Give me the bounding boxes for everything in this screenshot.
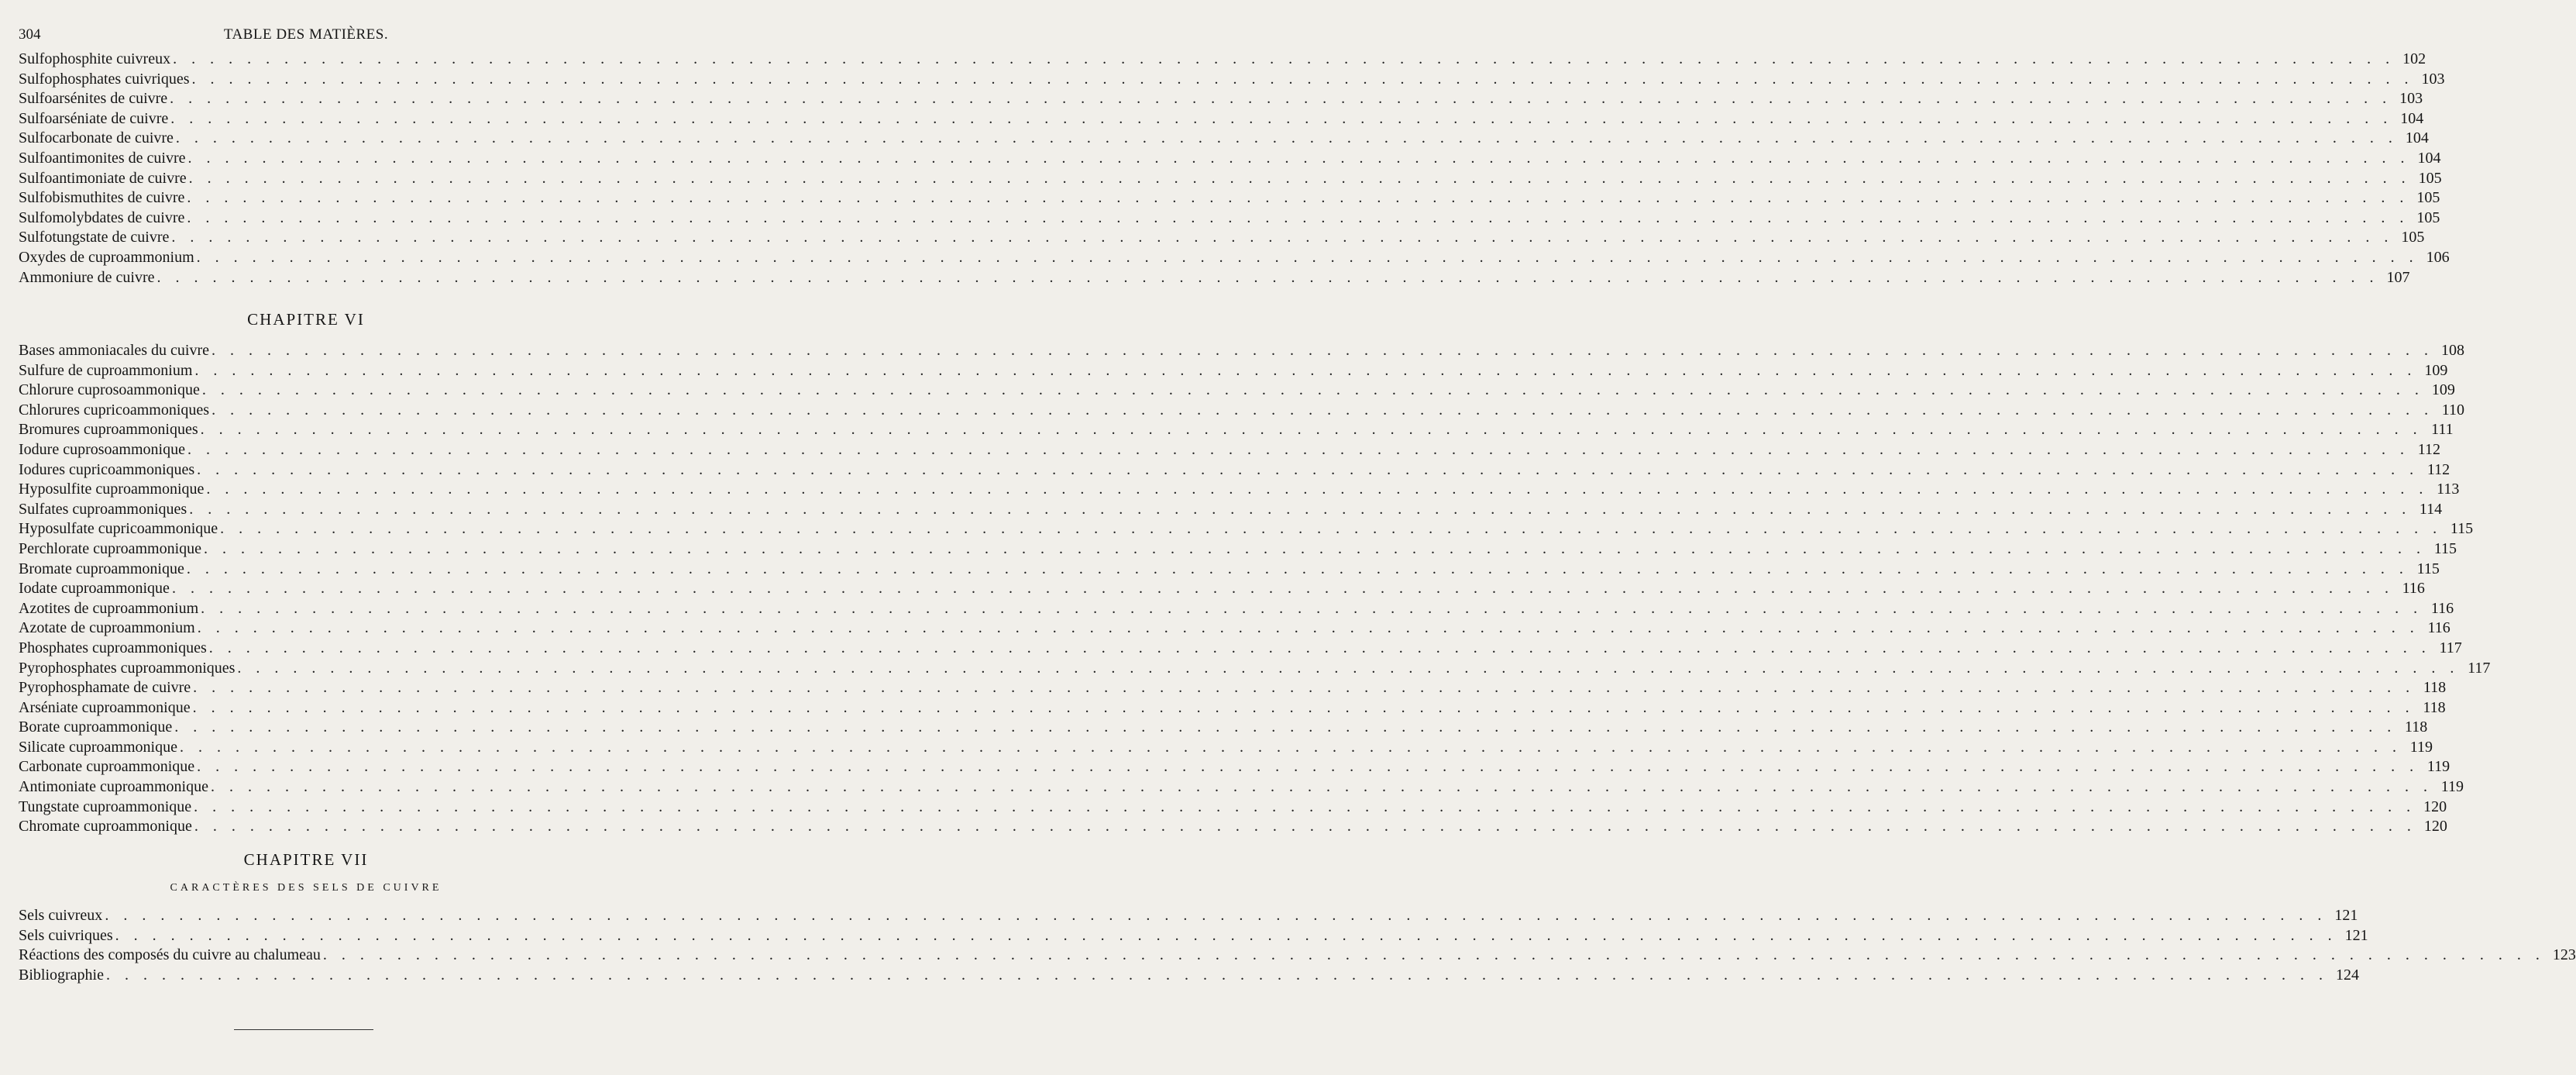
toc-entry — [19, 401, 2465, 421]
entry-page-number: 115 — [2433, 539, 2457, 557]
toc-entry — [19, 188, 2440, 208]
entry-title: Iodate cuproammonique — [19, 580, 170, 598]
entry-title: Borate cuproammonique — [19, 718, 173, 736]
entry-page-number: 107 — [2386, 268, 2410, 286]
dot-leader: . . . . . . . . . . . . . . . . . . . . . . . . . . . . . . . . . . . . . . . . . . . . . . . . . . . . . . . . . . . . . . . . . . . . . . . . . . . . . . . . . . . . . . . . . . . . . . . . . . . . . . . . . . . . . . . . . . . . . . . . — [194, 818, 2416, 836]
toc-entry — [19, 738, 2433, 758]
entry-title: Silicate cuproammonique — [19, 738, 177, 756]
toc-entry — [19, 268, 2410, 288]
chapter-7-subtitle: CARACTÈRES DES SELS DE CUIVRE — [170, 882, 442, 894]
entry-title: Iodures cupricoammoniques — [19, 460, 195, 478]
dot-leader: . . . . . . . . . . . . . . . . . . . . . . . . . . . . . . . . . . . . . . . . . . . . . . . . . . . . . . . . . . . . . . . . . . . . . . . . . . . . . . . . . . . . . . . . . . . . . . . . . . . . . . . . . . . . . . . . . . . . . . . . — [179, 738, 2402, 756]
toc-entry — [19, 906, 2358, 926]
dot-leader: . . . . . . . . . . . . . . . . . . . . . . . . . . . . . . . . . . . . . . . . . . . . . . . . . . . . . . . . . . . . . . . . . . . . . . . . . . . . . . . . . . . . . . . . . . . . . . . . . . . . . . . . . . . . . . . . . . . . . . . . — [220, 520, 2443, 538]
toc-entry — [19, 599, 2454, 619]
entry-page-number: 115 — [2450, 520, 2474, 538]
entry-title: Chlorures cupricoammoniques — [19, 401, 210, 419]
toc-entry — [19, 539, 2457, 560]
entry-title: Sulfophosphates cuivriques — [19, 70, 190, 88]
dot-leader: . . . . . . . . . . . . . . . . . . . . . . . . . . . . . . . . . . . . . . . . . . . . . . . . . . . . . . . . . . . . . . . . . . . . . . . . . . . . . . . . . . . . . . . . . . . . . . . . . . . . . . . . . . . . . . . . . . . . . . . . — [208, 639, 2431, 656]
entry-page-number: 121 — [2344, 926, 2368, 944]
entry-page-number: 118 — [2423, 679, 2447, 697]
dot-leader: . . . . . . . . . . . . . . . . . . . . . . . . . . . . . . . . . . . . . . . . . . . . . . . . . . . . . . . . . . . . . . . . . . . . . . . . . . . . . . . . . . . . . . . . . . . . . . . . . . . . . . . . . . . . . . . . . . . . . . . . — [192, 698, 2415, 716]
entry-title: Sulfoarsénites de cuivre — [19, 90, 168, 108]
entry-title: Oxydes de cuproammonium — [19, 248, 194, 266]
entry-page-number: 111 — [2431, 421, 2454, 439]
toc-entry — [19, 926, 2368, 946]
chapter-6-title: CHAPITRE VI — [247, 310, 365, 329]
entry-page-number: 104 — [2400, 109, 2424, 127]
dot-leader: . . . . . . . . . . . . . . . . . . . . . . . . . . . . . . . . . . . . . . . . . . . . . . . . . . . . . . . . . . . . . . . . . . . . . . . . . . . . . . . . . . . . . . . . . . . . . . . . . . . . . . . . . . . . . . . . . . . . . . . . — [187, 440, 2409, 458]
entry-page-number: 123 — [2552, 946, 2576, 964]
entry-title: Sulfure de cuproammonium — [19, 361, 193, 379]
toc-entry — [19, 757, 2450, 777]
entry-page-number: 105 — [2416, 189, 2440, 207]
toc-chapter-7 — [19, 906, 2576, 985]
entry-page-number: 104 — [2417, 149, 2441, 167]
entry-title: Sulfocarbonate de cuivre — [19, 129, 174, 147]
page-number: 304 — [19, 26, 41, 43]
entry-title: Bromures cuproammoniques — [19, 421, 198, 439]
dot-leader: . . . . . . . . . . . . . . . . . . . . . . . . . . . . . . . . . . . . . . . . . . . . . . . . . . . . . . . . . . . . . . . . . . . . . . . . . . . . . . . . . . . . . . . . . . . . . . . . . . . . . . . . . . . . . . . . . . . . . . . . — [212, 342, 2434, 359]
dot-leader: . . . . . . . . . . . . . . . . . . . . . . . . . . . . . . . . . . . . . . . . . . . . . . . . . . . . . . . . . . . . . . . . . . . . . . . . . . . . . . . . . . . . . . . . . . . . . . . . . . . . . . . . . . . . . . . . . . . . . . . . — [105, 907, 2327, 924]
toc-entry — [19, 718, 2428, 738]
toc-entry — [19, 228, 2425, 248]
toc-entry — [19, 678, 2447, 698]
entry-page-number: 117 — [2468, 659, 2491, 677]
toc-entry — [19, 89, 2423, 109]
toc-entry — [19, 946, 2576, 966]
entry-page-number: 112 — [2417, 440, 2440, 458]
entry-page-number: 105 — [2416, 208, 2440, 226]
closing-rule — [234, 1029, 373, 1030]
toc-entry — [19, 420, 2454, 440]
entry-title: Arséniate cuproammonique — [19, 698, 191, 716]
toc-entry — [19, 70, 2445, 90]
running-title: TABLE DES MATIÈRES. — [223, 26, 389, 43]
entry-page-number: 117 — [2439, 639, 2462, 656]
entry-page-number: 105 — [2401, 229, 2425, 246]
page-header — [19, 26, 593, 45]
dot-leader: . . . . . . . . . . . . . . . . . . . . . . . . . . . . . . . . . . . . . . . . . . . . . . . . . . . . . . . . . . . . . . . . . . . . . . . . . . . . . . . . . . . . . . . . . . . . . . . . . . . . . . . . . . . . . . . . . . . . . . . . — [193, 679, 2416, 697]
dot-leader: . . . . . . . . . . . . . . . . . . . . . . . . . . . . . . . . . . . . . . . . . . . . . . . . . . . . . . . . . . . . . . . . . . . . . . . . . . . . . . . . . . . . . . . . . . . . . . . . . . . . . . . . . . . . . . . . . . . . . . . . — [197, 619, 2420, 637]
toc-entry — [19, 361, 2448, 381]
entry-title: Sulfomolybdates de cuivre — [19, 208, 185, 226]
toc-entry — [19, 777, 2464, 798]
entry-title: Sulfoantimonites de cuivre — [19, 149, 186, 167]
entry-page-number: 104 — [2405, 129, 2429, 147]
entry-page-number: 109 — [2431, 381, 2455, 399]
dot-leader: . . . . . . . . . . . . . . . . . . . . . . . . . . . . . . . . . . . . . . . . . . . . . . . . . . . . . . . . . . . . . . . . . . . . . . . . . . . . . . . . . . . . . . . . . . . . . . . . . . . . . . . . . . . . . . . . . . . . . . . . — [189, 500, 2412, 518]
entry-title: Azotate de cuproammonium — [19, 619, 195, 637]
entry-title: Ammoniure de cuivre — [19, 268, 155, 286]
dot-leader: . . . . . . . . . . . . . . . . . . . . . . . . . . . . . . . . . . . . . . . . . . . . . . . . . . . . . . . . . . . . . . . . . . . . . . . . . . . . . . . . . . . . . . . . . . . . . . . . . . . . . . . . . . . . . . . . . . . . . . . . — [322, 946, 2545, 964]
dot-leader: . . . . . . . . . . . . . . . . . . . . . . . . . . . . . . . . . . . . . . . . . . . . . . . . . . . . . . . . . . . . . . . . . . . . . . . . . . . . . . . . . . . . . . . . . . . . . . . . . . . . . . . . . . . . . . . . . . . . . . . . — [105, 966, 2328, 984]
dot-leader: . . . . . . . . . . . . . . . . . . . . . . . . . . . . . . . . . . . . . . . . . . . . . . . . . . . . . . . . . . . . . . . . . . . . . . . . . . . . . . . . . . . . . . . . . . . . . . . . . . . . . . . . . . . . . . . . . . . . . . . . — [175, 129, 2398, 147]
entry-page-number: 116 — [2427, 619, 2450, 637]
entry-page-number: 118 — [2423, 698, 2446, 716]
toc-entry — [19, 817, 2447, 837]
entry-page-number: 116 — [2430, 599, 2454, 617]
entry-page-number: 102 — [2402, 50, 2426, 67]
dot-leader: . . . . . . . . . . . . . . . . . . . . . . . . . . . . . . . . . . . . . . . . . . . . . . . . . . . . . . . . . . . . . . . . . . . . . . . . . . . . . . . . . . . . . . . . . . . . . . . . . . . . . . . . . . . . . . . . . . . . . . . . — [174, 718, 2397, 736]
toc-entry — [19, 381, 2455, 401]
dot-leader: . . . . . . . . . . . . . . . . . . . . . . . . . . . . . . . . . . . . . . . . . . . . . . . . . . . . . . . . . . . . . . . . . . . . . . . . . . . . . . . . . . . . . . . . . . . . . . . . . . . . . . . . . . . . . . . . . . . . . . . . — [194, 361, 2417, 379]
dot-leader: . . . . . . . . . . . . . . . . . . . . . . . . . . . . . . . . . . . . . . . . . . . . . . . . . . . . . . . . . . . . . . . . . . . . . . . . . . . . . . . . . . . . . . . . . . . . . . . . . . . . . . . . . . . . . . . . . . . . . . . . — [171, 580, 2394, 598]
entry-title: Hyposulfate cupricoammonique — [19, 520, 218, 538]
dot-leader: . . . . . . . . . . . . . . . . . . . . . . . . . . . . . . . . . . . . . . . . . . . . . . . . . . . . . . . . . . . . . . . . . . . . . . . . . . . . . . . . . . . . . . . . . . . . . . . . . . . . . . . . . . . . . . . . . . . . . . . . — [204, 539, 2426, 557]
dot-leader: . . . . . . . . . . . . . . . . . . . . . . . . . . . . . . . . . . . . . . . . . . . . . . . . . . . . . . . . . . . . . . . . . . . . . . . . . . . . . . . . . . . . . . . . . . . . . . . . . . . . . . . . . . . . . . . . . . . . . . . . — [210, 778, 2433, 796]
chapter-7-title: CHAPITRE VII — [243, 850, 369, 869]
dot-leader: . . . . . . . . . . . . . . . . . . . . . . . . . . . . . . . . . . . . . . . . . . . . . . . . . . . . . . . . . . . . . . . . . . . . . . . . . . . . . . . . . . . . . . . . . . . . . . . . . . . . . . . . . . . . . . . . . . . . . . . . — [194, 798, 2416, 815]
toc-entry — [19, 966, 2359, 986]
toc-entry — [19, 560, 2440, 580]
toc-entry — [19, 480, 2460, 500]
dot-leader: . . . . . . . . . . . . . . . . . . . . . . . . . . . . . . . . . . . . . . . . . . . . . . . . . . . . . . . . . . . . . . . . . . . . . . . . . . . . . . . . . . . . . . . . . . . . . . . . . . . . . . . . . . . . . . . . . . . . . . . . — [191, 70, 2414, 88]
toc-entry — [19, 169, 2442, 189]
entry-title: Sulfates cuproammoniques — [19, 500, 187, 518]
entry-page-number: 113 — [2437, 481, 2460, 498]
entry-title: Tungstate cuproammonique — [19, 798, 192, 815]
dot-leader: . . . . . . . . . . . . . . . . . . . . . . . . . . . . . . . . . . . . . . . . . . . . . . . . . . . . . . . . . . . . . . . . . . . . . . . . . . . . . . . . . . . . . . . . . . . . . . . . . . . . . . . . . . . . . . . . . . . . . . . . — [187, 149, 2410, 167]
dot-leader: . . . . . . . . . . . . . . . . . . . . . . . . . . . . . . . . . . . . . . . . . . . . . . . . . . . . . . . . . . . . . . . . . . . . . . . . . . . . . . . . . . . . . . . . . . . . . . . . . . . . . . . . . . . . . . . . . . . . . . . . — [173, 50, 2395, 67]
toc-entry — [19, 618, 2450, 639]
toc-entry — [19, 341, 2465, 361]
toc-entry — [19, 639, 2462, 659]
entry-page-number: 105 — [2418, 169, 2442, 187]
dot-leader: . . . . . . . . . . . . . . . . . . . . . . . . . . . . . . . . . . . . . . . . . . . . . . . . . . . . . . . . . . . . . . . . . . . . . . . . . . . . . . . . . . . . . . . . . . . . . . . . . . . . . . . . . . . . . . . . . . . . . . . . — [170, 90, 2392, 108]
entry-page-number: 124 — [2335, 966, 2359, 984]
entry-page-number: 120 — [2423, 818, 2447, 836]
entry-title: Bases ammoniacales du cuivre — [19, 342, 210, 359]
toc-entry — [19, 519, 2474, 539]
entry-title: Chlorure cuprosoammonique — [19, 381, 200, 399]
entry-title: Bromate cuproammonique — [19, 560, 184, 577]
toc-entry — [19, 659, 2491, 679]
entry-title: Antimoniate cuproammonique — [19, 778, 208, 796]
entry-title: Sulfotungstate de cuivre — [19, 229, 170, 246]
entry-title: Sulfobismuthites de cuivre — [19, 189, 185, 207]
entry-title: Sulfophosphite cuivreux — [19, 50, 171, 67]
entry-title: Phosphates cuproammoniques — [19, 639, 207, 656]
toc-entry — [19, 460, 2450, 481]
toc-entry — [19, 579, 2425, 599]
dot-leader: . . . . . . . . . . . . . . . . . . . . . . . . . . . . . . . . . . . . . . . . . . . . . . . . . . . . . . . . . . . . . . . . . . . . . . . . . . . . . . . . . . . . . . . . . . . . . . . . . . . . . . . . . . . . . . . . . . . . . . . . — [201, 599, 2423, 617]
dot-leader: . . . . . . . . . . . . . . . . . . . . . . . . . . . . . . . . . . . . . . . . . . . . . . . . . . . . . . . . . . . . . . . . . . . . . . . . . . . . . . . . . . . . . . . . . . . . . . . . . . . . . . . . . . . . . . . . . . . . . . . . — [115, 926, 2337, 944]
toc-section-1 — [19, 50, 2450, 288]
entry-title: Carbonate cuproammonique — [19, 758, 195, 776]
dot-leader: . . . . . . . . . . . . . . . . . . . . . . . . . . . . . . . . . . . . . . . . . . . . . . . . . . . . . . . . . . . . . . . . . . . . . . . . . . . . . . . . . . . . . . . . . . . . . . . . . . . . . . . . . . . . . . . . . . . . . . . . — [197, 460, 2420, 478]
entry-page-number: 115 — [2416, 560, 2440, 577]
toc-entry — [19, 248, 2450, 268]
toc-entry — [19, 798, 2447, 818]
entry-page-number: 112 — [2426, 460, 2450, 478]
entry-page-number: 121 — [2334, 907, 2358, 924]
toc-entry — [19, 500, 2443, 520]
entry-title: Sels cuivreux — [19, 907, 103, 924]
entry-page-number: 118 — [2405, 718, 2428, 736]
toc-entry — [19, 129, 2429, 149]
entry-title: Chromate cuproammonique — [19, 818, 192, 836]
entry-page-number: 116 — [2402, 580, 2425, 598]
entry-page-number: 119 — [2409, 738, 2433, 756]
entry-page-number: 106 — [2426, 248, 2450, 266]
dot-leader: . . . . . . . . . . . . . . . . . . . . . . . . . . . . . . . . . . . . . . . . . . . . . . . . . . . . . . . . . . . . . . . . . . . . . . . . . . . . . . . . . . . . . . . . . . . . . . . . . . . . . . . . . . . . . . . . . . . . . . . . — [170, 109, 2393, 127]
entry-page-number: 119 — [2440, 778, 2464, 796]
entry-title: Sulfoantimoniate de cuivre — [19, 169, 187, 187]
entry-title: Sels cuivriques — [19, 926, 113, 944]
toc-entry — [19, 208, 2440, 229]
entry-page-number: 119 — [2426, 758, 2450, 776]
entry-page-number: 114 — [2419, 500, 2443, 518]
entry-page-number: 110 — [2441, 401, 2465, 419]
entry-title: Pyrophosphates cuproammoniques — [19, 659, 236, 677]
entry-title: Perchlorate cuproammonique — [19, 539, 202, 557]
entry-title: Sulfoarséniate de cuivre — [19, 109, 169, 127]
dot-leader: . . . . . . . . . . . . . . . . . . . . . . . . . . . . . . . . . . . . . . . . . . . . . . . . . . . . . . . . . . . . . . . . . . . . . . . . . . . . . . . . . . . . . . . . . . . . . . . . . . . . . . . . . . . . . . . . . . . . . . . . — [187, 189, 2409, 207]
entry-title: Iodure cuprosoammonique — [19, 440, 185, 458]
dot-leader: . . . . . . . . . . . . . . . . . . . . . . . . . . . . . . . . . . . . . . . . . . . . . . . . . . . . . . . . . . . . . . . . . . . . . . . . . . . . . . . . . . . . . . . . . . . . . . . . . . . . . . . . . . . . . . . . . . . . . . . . — [212, 401, 2434, 419]
entry-page-number: 103 — [2421, 70, 2445, 88]
entry-title: Réactions des composés du cuivre au chalumeau — [19, 946, 321, 964]
toc-entry — [19, 440, 2440, 460]
toc-entry — [19, 50, 2426, 70]
toc-entry — [19, 149, 2441, 169]
toc-entry — [19, 698, 2446, 718]
dot-leader: . . . . . . . . . . . . . . . . . . . . . . . . . . . . . . . . . . . . . . . . . . . . . . . . . . . . . . . . . . . . . . . . . . . . . . . . . . . . . . . . . . . . . . . . . . . . . . . . . . . . . . . . . . . . . . . . . . . . . . . . — [237, 659, 2460, 677]
entry-title: Pyrophosphamate de cuivre — [19, 679, 191, 697]
entry-title: Azotites de cuproammonium — [19, 599, 199, 617]
dot-leader: . . . . . . . . . . . . . . . . . . . . . . . . . . . . . . . . . . . . . . . . . . . . . . . . . . . . . . . . . . . . . . . . . . . . . . . . . . . . . . . . . . . . . . . . . . . . . . . . . . . . . . . . . . . . . . . . . . . . . . . . — [200, 421, 2423, 439]
toc-entry — [19, 109, 2424, 129]
dot-leader: . . . . . . . . . . . . . . . . . . . . . . . . . . . . . . . . . . . . . . . . . . . . . . . . . . . . . . . . . . . . . . . . . . . . . . . . . . . . . . . . . . . . . . . . . . . . . . . . . . . . . . . . . . . . . . . . . . . . . . . . — [156, 268, 2379, 286]
toc-chapter-6 — [19, 341, 2491, 837]
entry-page-number: 108 — [2441, 342, 2465, 359]
entry-page-number: 103 — [2399, 90, 2423, 108]
dot-leader: . . . . . . . . . . . . . . . . . . . . . . . . . . . . . . . . . . . . . . . . . . . . . . . . . . . . . . . . . . . . . . . . . . . . . . . . . . . . . . . . . . . . . . . . . . . . . . . . . . . . . . . . . . . . . . . . . . . . . . . . — [201, 381, 2424, 399]
dot-leader: . . . . . . . . . . . . . . . . . . . . . . . . . . . . . . . . . . . . . . . . . . . . . . . . . . . . . . . . . . . . . . . . . . . . . . . . . . . . . . . . . . . . . . . . . . . . . . . . . . . . . . . . . . . . . . . . . . . . . . . . — [186, 560, 2409, 577]
dot-leader: . . . . . . . . . . . . . . . . . . . . . . . . . . . . . . . . . . . . . . . . . . . . . . . . . . . . . . . . . . . . . . . . . . . . . . . . . . . . . . . . . . . . . . . . . . . . . . . . . . . . . . . . . . . . . . . . . . . . . . . . — [171, 229, 2394, 246]
entry-title: Hyposulfite cuproammonique — [19, 481, 205, 498]
dot-leader: . . . . . . . . . . . . . . . . . . . . . . . . . . . . . . . . . . . . . . . . . . . . . . . . . . . . . . . . . . . . . . . . . . . . . . . . . . . . . . . . . . . . . . . . . . . . . . . . . . . . . . . . . . . . . . . . . . . . . . . . — [188, 169, 2411, 187]
dot-leader: . . . . . . . . . . . . . . . . . . . . . . . . . . . . . . . . . . . . . . . . . . . . . . . . . . . . . . . . . . . . . . . . . . . . . . . . . . . . . . . . . . . . . . . . . . . . . . . . . . . . . . . . . . . . . . . . . . . . . . . . — [206, 481, 2429, 498]
dot-leader: . . . . . . . . . . . . . . . . . . . . . . . . . . . . . . . . . . . . . . . . . . . . . . . . . . . . . . . . . . . . . . . . . . . . . . . . . . . . . . . . . . . . . . . . . . . . . . . . . . . . . . . . . . . . . . . . . . . . . . . . — [187, 208, 2409, 226]
entry-page-number: 109 — [2424, 361, 2448, 379]
dot-leader: . . . . . . . . . . . . . . . . . . . . . . . . . . . . . . . . . . . . . . . . . . . . . . . . . . . . . . . . . . . . . . . . . . . . . . . . . . . . . . . . . . . . . . . . . . . . . . . . . . . . . . . . . . . . . . . . . . . . . . . . — [197, 758, 2420, 776]
entry-title: Bibliographie — [19, 966, 104, 984]
dot-leader: . . . . . . . . . . . . . . . . . . . . . . . . . . . . . . . . . . . . . . . . . . . . . . . . . . . . . . . . . . . . . . . . . . . . . . . . . . . . . . . . . . . . . . . . . . . . . . . . . . . . . . . . . . . . . . . . . . . . . . . . — [196, 248, 2419, 266]
entry-page-number: 120 — [2423, 798, 2447, 815]
